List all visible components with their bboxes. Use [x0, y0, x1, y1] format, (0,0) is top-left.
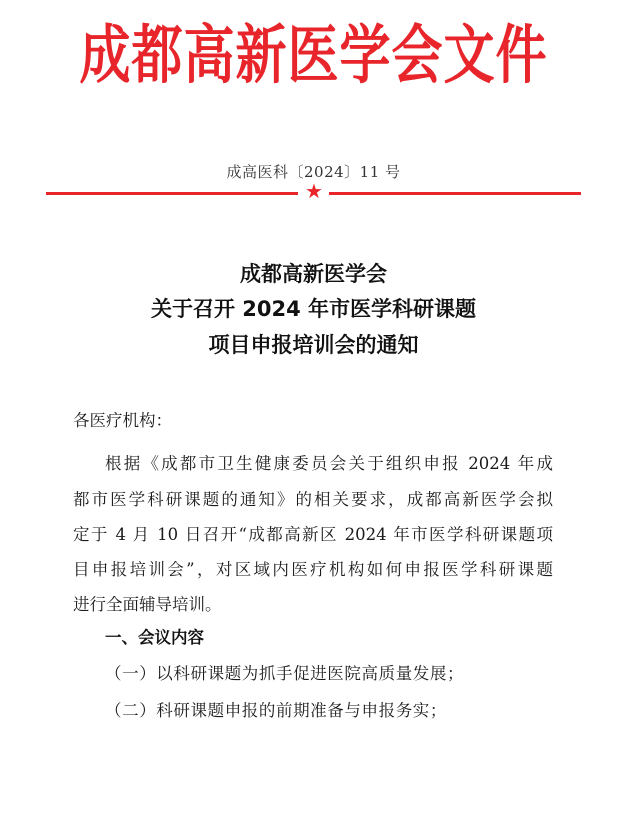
- paragraph-line: 根据《成都市卫生健康委员会关于组织申报 2024 年成: [105, 454, 553, 473]
- section-item: （二）科研课题申报的前期准备与申报务实；: [105, 701, 447, 720]
- red-separator: [46, 179, 581, 203]
- separator-line-right: [329, 192, 581, 195]
- document-header-title: 成都高新医学会文件: [79, 19, 548, 94]
- document-number: 成高医科〔2024〕11 号: [226, 163, 401, 181]
- salutation: 各医疗机构：: [73, 411, 172, 430]
- paragraph-line: 进行全面辅导培训。: [73, 595, 222, 614]
- section-heading: 一、会议内容: [105, 628, 204, 647]
- section-item: （一）以科研课题为抓手促进医院高质量发展；: [105, 664, 465, 683]
- separator-line-left: [46, 192, 298, 195]
- paragraph-line: 目申报培训会”，对区域内医疗机构如何申报医学科研课题: [73, 560, 553, 579]
- notice-title-line-1: 成都高新医学会: [240, 262, 387, 286]
- star-icon: ★: [305, 179, 323, 203]
- notice-title-line-2: 关于召开 2024 年市医学科研课题: [150, 297, 477, 321]
- paragraph-line: 定于 4 月 10 日召开“成都高新区 2024 年市医学科研课题项: [73, 525, 553, 544]
- notice-title-line-3: 项目申报培训会的通知: [208, 333, 419, 357]
- paragraph-line: 都市医学科研课题的通知》的相关要求，成都高新医学会拟: [73, 490, 553, 509]
